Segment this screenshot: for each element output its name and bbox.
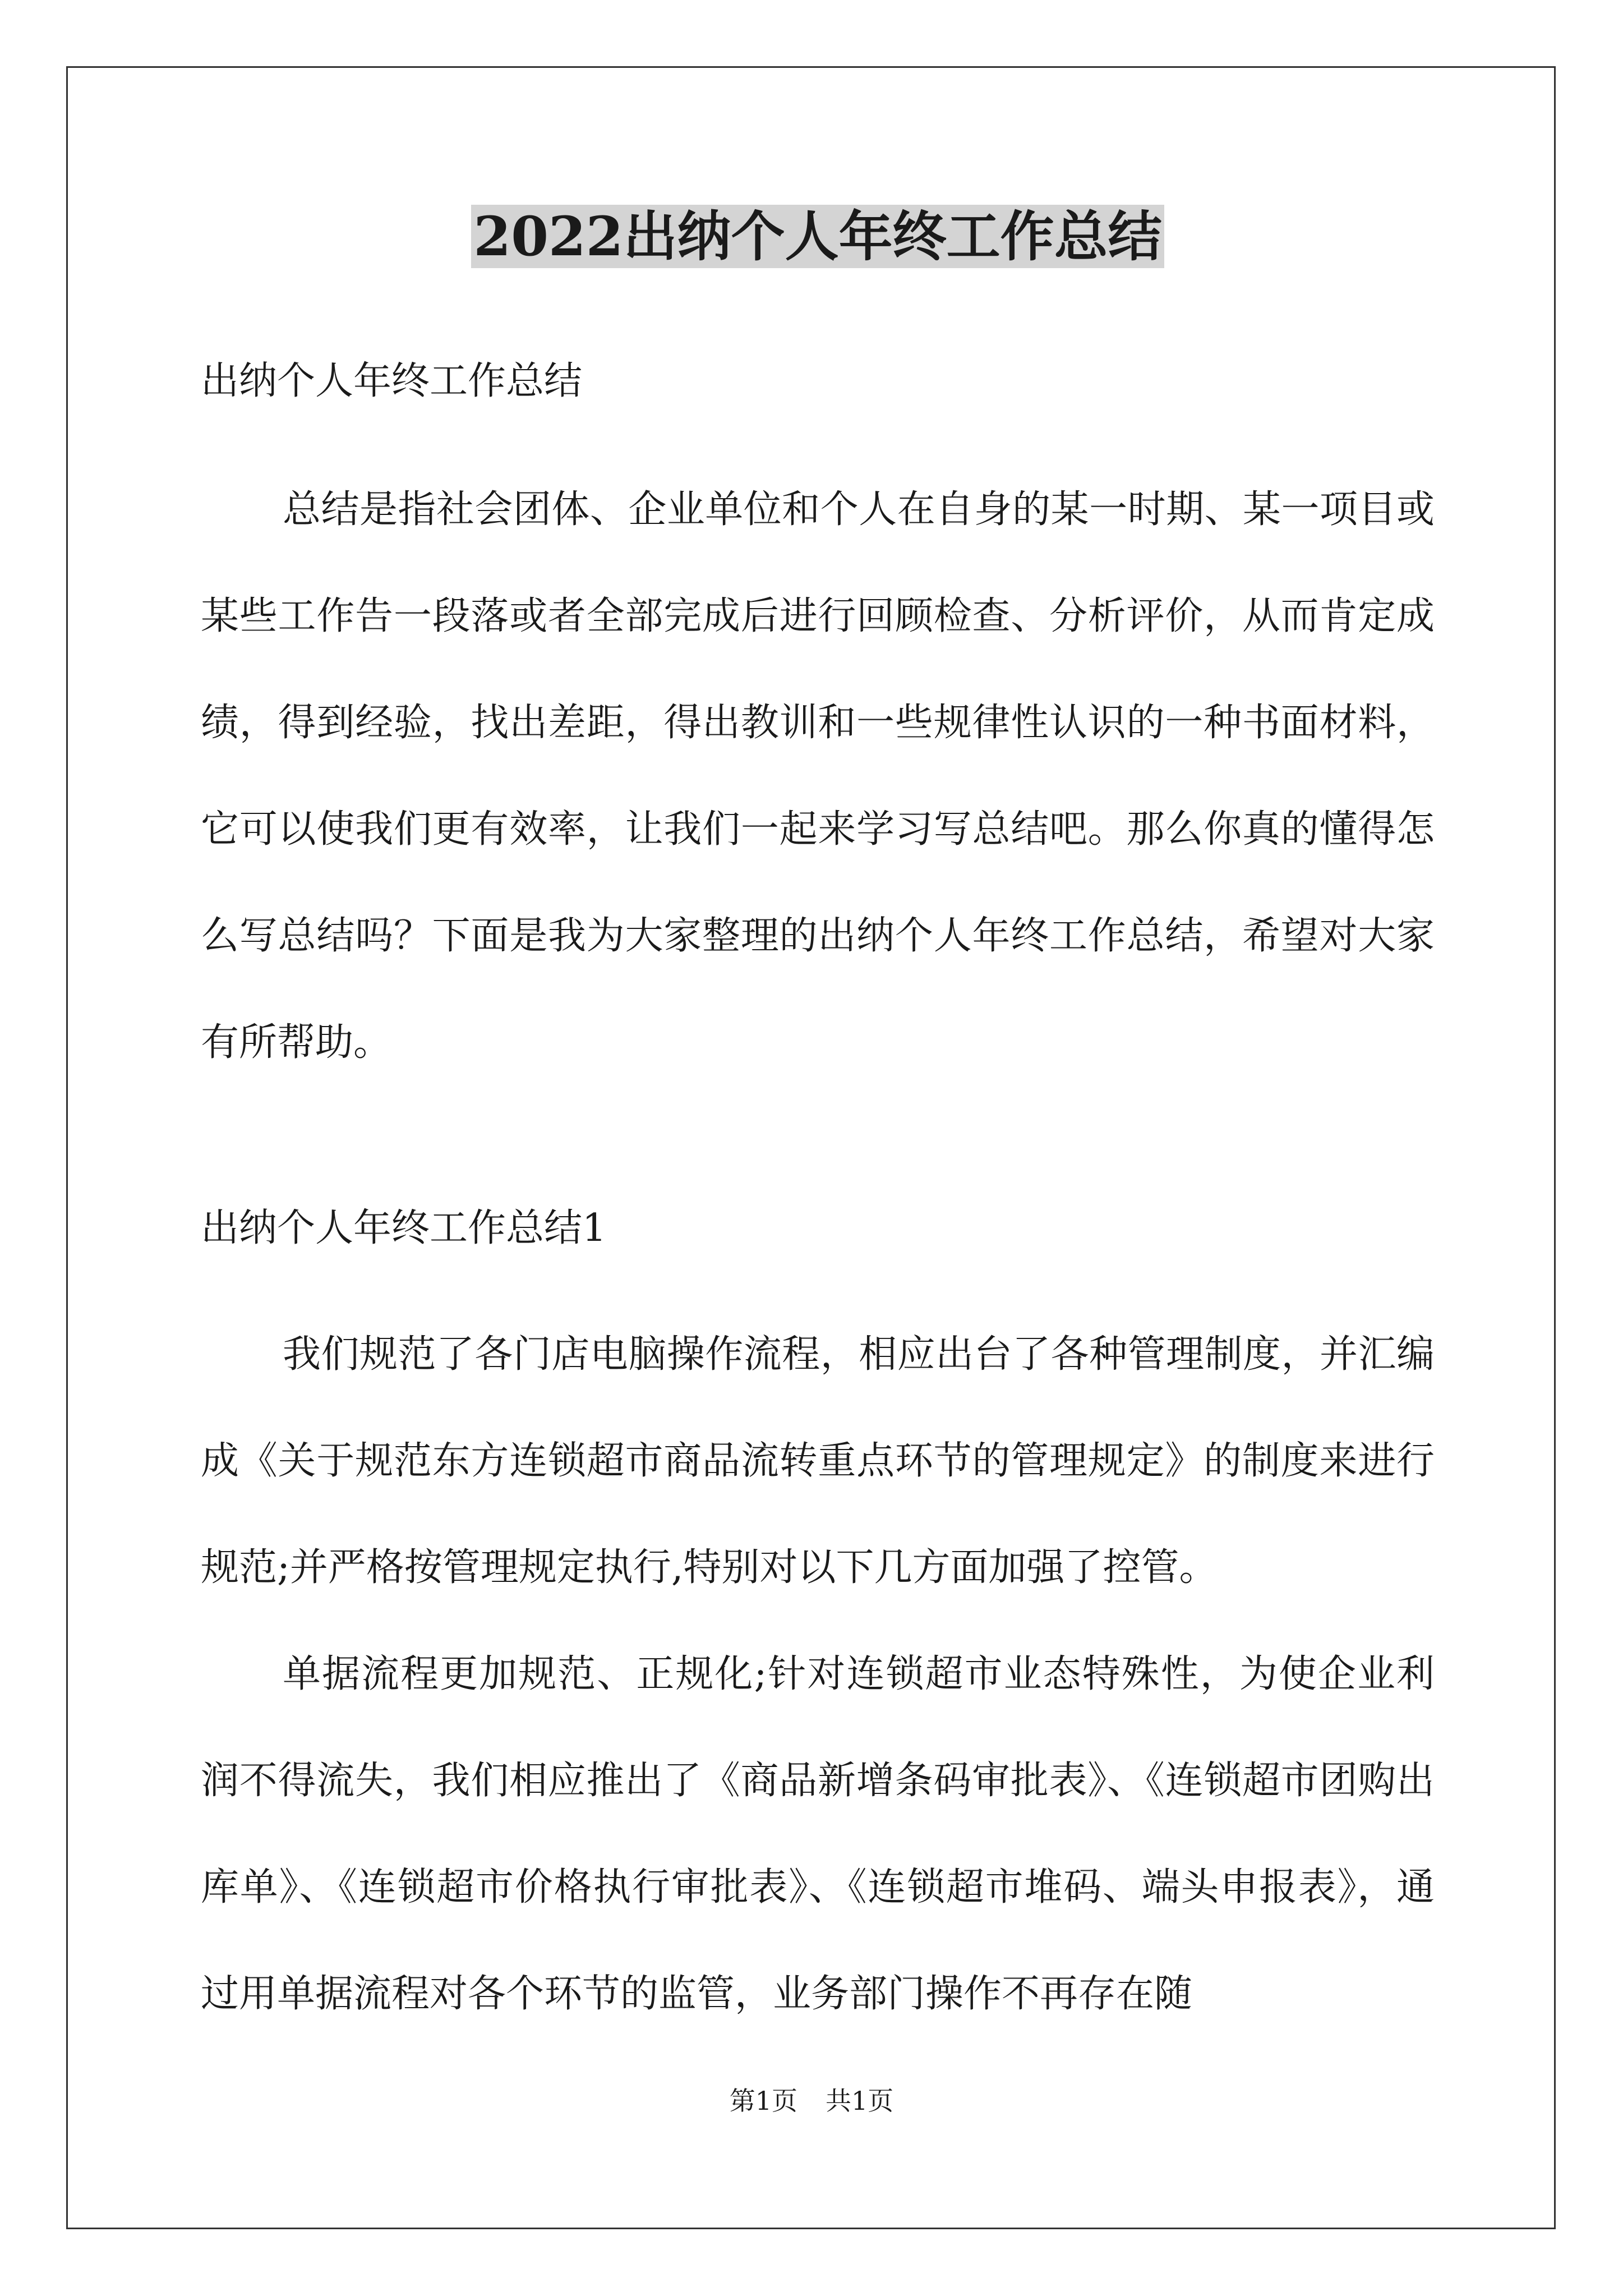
page-number: 第1页	[729, 2086, 797, 2116]
page-footer	[0, 2084, 1623, 2118]
section-1-paragraph-2: 单据流程更加规范、正规化;针对连锁超市业态特殊性，为使企业利润不得流失，我们相应推出了《商品新增条码审批表》、《连锁超市团购出库单》、《连锁超市价格执行审批表》、《连锁超市堆码、端头申报表》，通过用单据流程对各个环节的监管，业务部门操作不再存在随	[201, 1652, 1435, 2016]
section-1-heading: 出纳个人年终工作总结1	[201, 1206, 607, 1250]
intro-paragraph: 总结是指社会团体、企业单位和个人在自身的某一时期、某一项目或某些工作告一段落或者全部完成后进行回顾检查、分析评价，从而肯定成绩，得到经验，找出差距，得出教训和一些规律性认识的一种书面材料，它可以使我们更有效率，让我们一起来学习写总结吧。那么你真的懂得怎么写总结吗？下面是我为大家整理的出纳个人年终工作总结，希望对大家有所帮助。	[201, 487, 1435, 1065]
page-total: 共1页	[826, 2086, 894, 2116]
section-1-paragraph-1: 我们规范了各门店电脑操作流程，相应出台了各种管理制度，并汇编成《关于规范东方连锁超市商品流转重点环节的管理规定》的制度来进行规范;并严格按管理规定执行,特别对以下几方面加强了控管。	[201, 1332, 1435, 1590]
document-title	[201, 197, 1435, 276]
document-title-text: 2022出纳个人年终工作总结	[471, 205, 1164, 268]
subtitle: 出纳个人年终工作总结	[201, 359, 583, 403]
